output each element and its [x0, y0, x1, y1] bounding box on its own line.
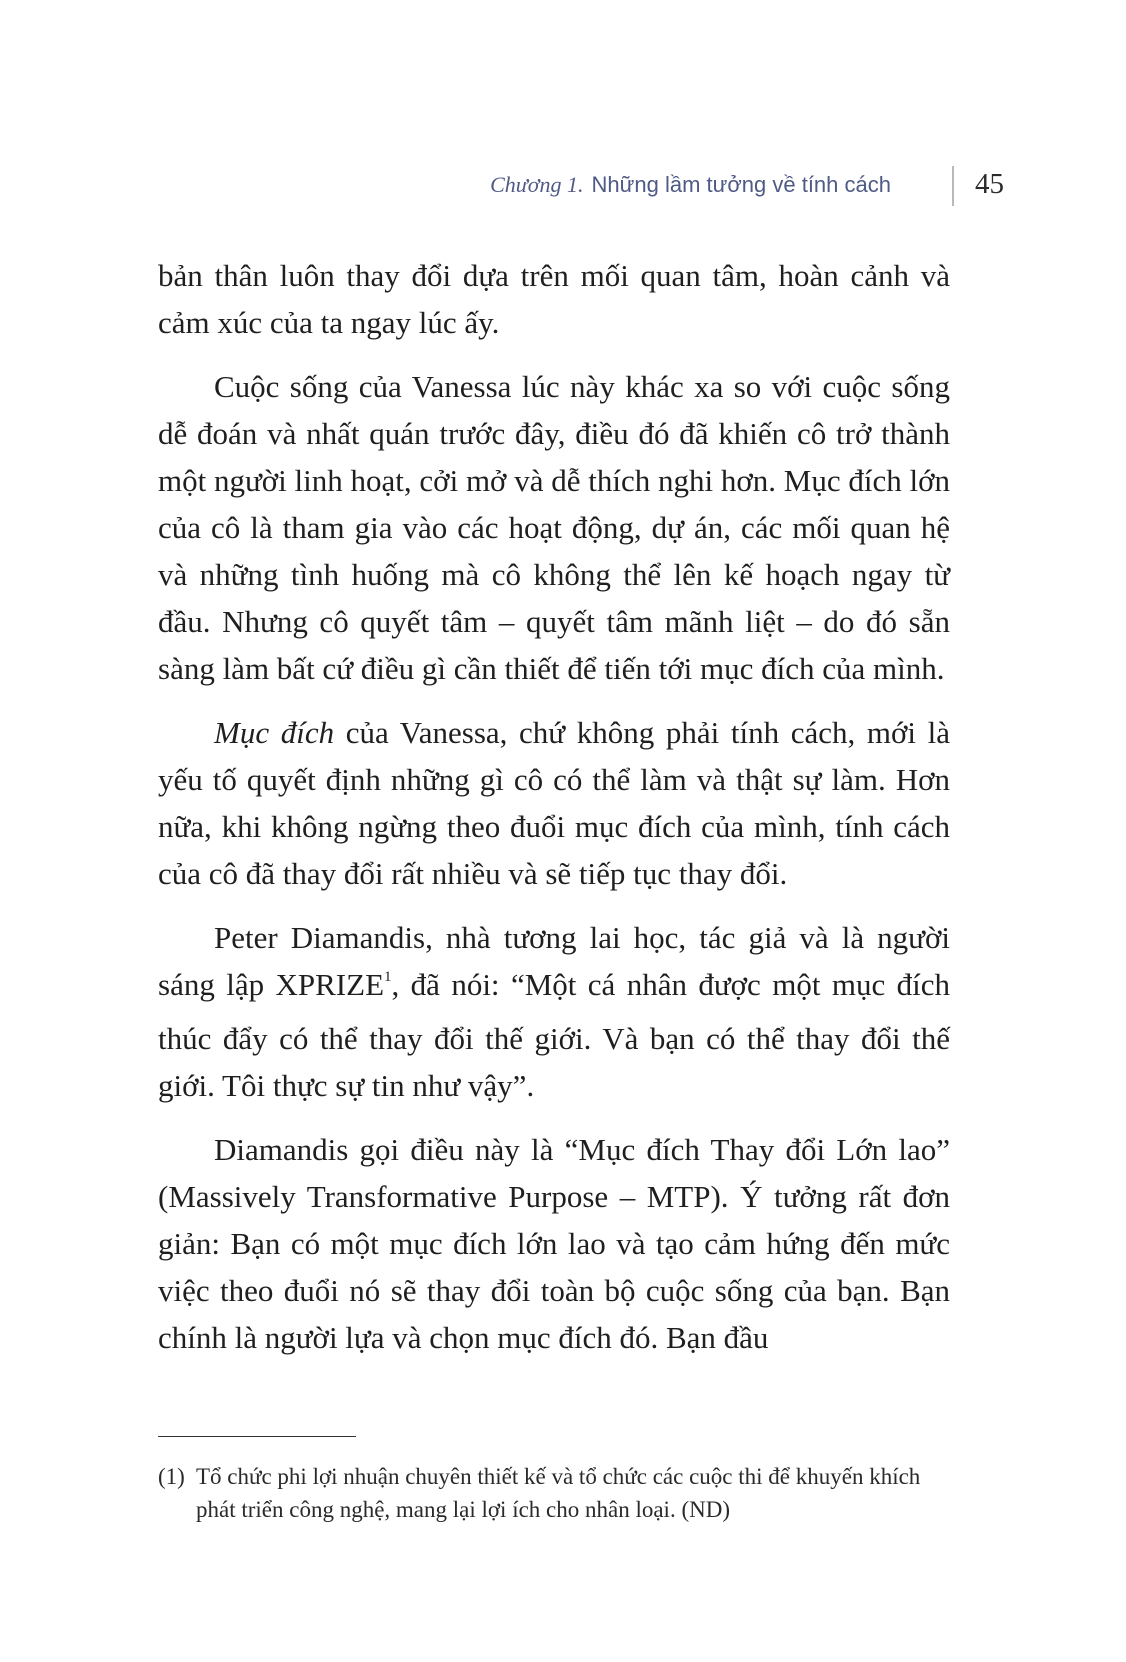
paragraph-5: Diamandis gọi điều này là “Mục đích Thay đổi Lớn lao” (Massively Transformative Purpose – MTP). Ý tưởng rất đơn giản: Bạn có một mục đích lớn lao và tạo cảm hứng đến mức việc theo đuổi nó sẽ thay đổi toàn bộ cuộc sống của bạn. Bạn chính là người lựa và chọn mục đích đó. Bạn đầu	[158, 1132, 950, 1355]
footnote	[158, 1460, 958, 1526]
header-divider	[952, 166, 954, 206]
page-number: 45	[975, 168, 1004, 200]
paragraph-4-end: , đã nói: “Một cá nhân được một mục đích thúc đẩy có thể thay đổi thế giới. Và bạn có thể thay đổi thế giới. Tôi thực sự tin như vậy”.	[158, 967, 950, 1103]
paragraph-4	[158, 914, 950, 1109]
paragraph-1: bản thân luôn thay đổi dựa trên mối quan tâm, hoàn cảnh và cảm xúc của ta ngay lúc ấy.	[158, 258, 950, 340]
paragraph-4-start: Peter Diamandis, nhà tương lai học, tác giả và là người sáng lập XPRIZE	[158, 920, 950, 1002]
footnote-reference: 1	[384, 969, 392, 985]
chapter-title	[490, 172, 891, 198]
paragraph-3-text: của Vanessa, chứ không phải tính cách, mới là yếu tố quyết định những gì cô có thể làm và thật sự làm. Hơn nữa, khi không ngừng theo đuổi mục đích của mình, tính cách của cô đã thay đổi rất nhiều và sẽ tiếp tục thay đổi.	[158, 715, 950, 891]
footnote-separator	[158, 1436, 356, 1437]
chapter-label: Chương 1.	[490, 172, 584, 197]
paragraph-3	[158, 709, 950, 897]
footnote-marker: (1)	[158, 1464, 185, 1489]
footnote-text: Tổ chức phi lợi nhuận chuyên thiết kế và tổ chức các cuộc thi để khuyến khích phát triển công nghệ, mang lại lợi ích cho nhân loại. (ND)	[196, 1464, 921, 1522]
running-header	[0, 166, 1126, 206]
paragraph-2: Cuộc sống của Vanessa lúc này khác xa so với cuộc sống dễ đoán và nhất quán trước đây, điều đó đã khiến cô trở thành một người linh hoạt, cởi mở và dễ thích nghi hơn. Mục đích lớn của cô là tham gia vào các hoạt động, dự án, các mối quan hệ và những tình huống mà cô không thể lên kế hoạch ngay từ đầu. Nhưng cô quyết tâm – quyết tâm mãnh liệt – do đó sẵn sàng làm bất cứ điều gì cần thiết để tiến tới mục đích của mình.	[158, 369, 950, 686]
body-text	[158, 252, 950, 1378]
emphasis-purpose: Mục đích	[214, 715, 335, 750]
chapter-title-text: Những lầm tưởng về tính cách	[591, 172, 891, 197]
